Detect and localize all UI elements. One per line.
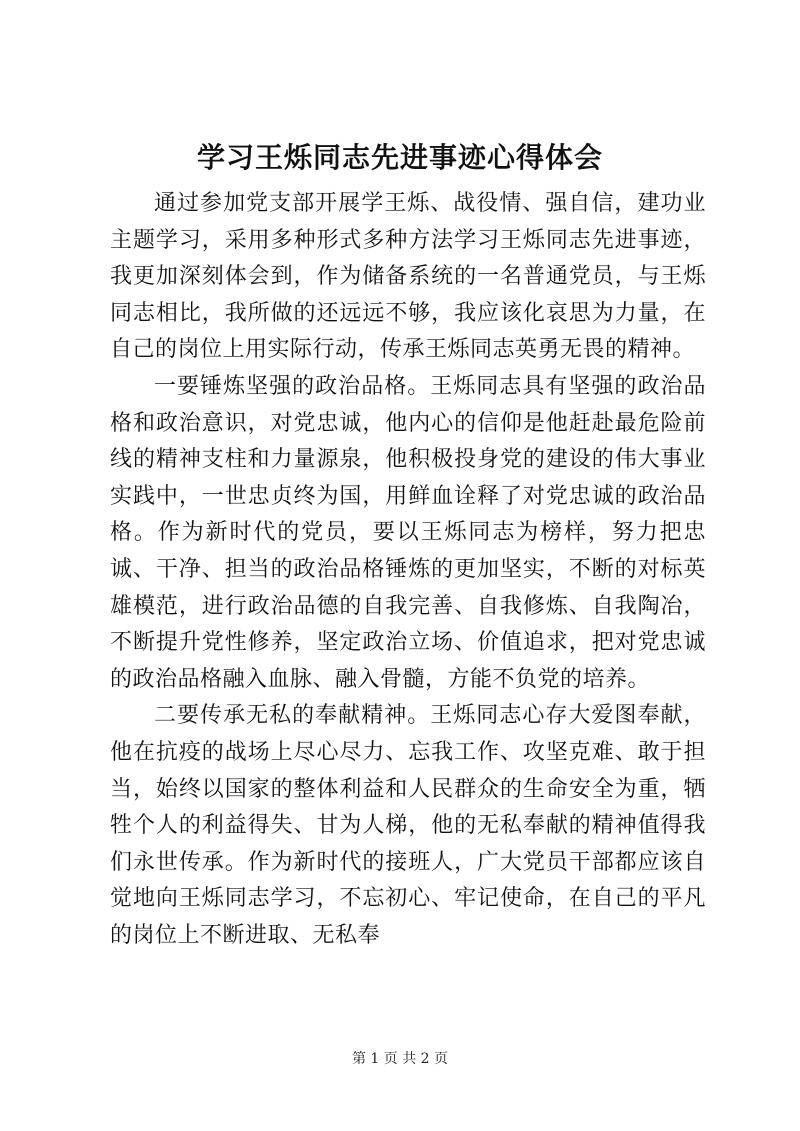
paragraph-intro: 通过参加党支部开展学王烁、战役情、强自信，建功业主题学习，采用多种形式多种方法学习王烁同志先进事迹，我更加深刻体会到，作为储备系统的一名普通党员，与王烁同志相比，我所做的还远远不够，我应该化哀思为力量，在自己的岗位上用实际行动，传承王烁同志英勇无畏的精神。 <box>110 191 706 363</box>
document-title: 学习王烁同志先进事迹心得体会 <box>196 141 603 174</box>
document-body <box>110 186 706 954</box>
page-footer: 第 1 页 共 2 页 <box>351 1051 449 1067</box>
paragraph-political-character: 一要锤炼坚强的政治品格。王烁同志具有坚强的政治品格和政治意识，对党忠诚，他内心的信仰是他赶赴最危险前线的精神支柱和力量源泉，他积极投身党的建设的伟大事业实践中，一世忠贞终为国，用鲜血诠释了对党忠诚的政治品格。作为新时代的党员，要以王烁同志为榜样，努力把忠诚、干净、担当的政治品格锤炼的更加坚实，不断的对标英雄模范，进行政治品德的自我完善、自我修炼、自我陶冶，不断提升党性修养，坚定政治立场、价值追求，把对党忠诚的政治品格融入血脉、融入骨髓，方能不负党的培养。 <box>110 373 706 692</box>
paragraph-dedication-spirit: 二要传承无私的奉献精神。王烁同志心存大爱图奉献，他在抗疫的战场上尽心尽力、忘我工作、攻坚克难、敢于担当，始终以国家的整体利益和人民群众的生命安全为重，牺牲个人的利益得失、甘为人梯，他的无私奉献的精神值得我们永世传承。作为新时代的接班人，广大党员干部都应该自觉地向王烁同志学习，不忘初心、牢记使命，在自己的平凡的岗位上不断进取、无私奉 <box>110 703 706 948</box>
